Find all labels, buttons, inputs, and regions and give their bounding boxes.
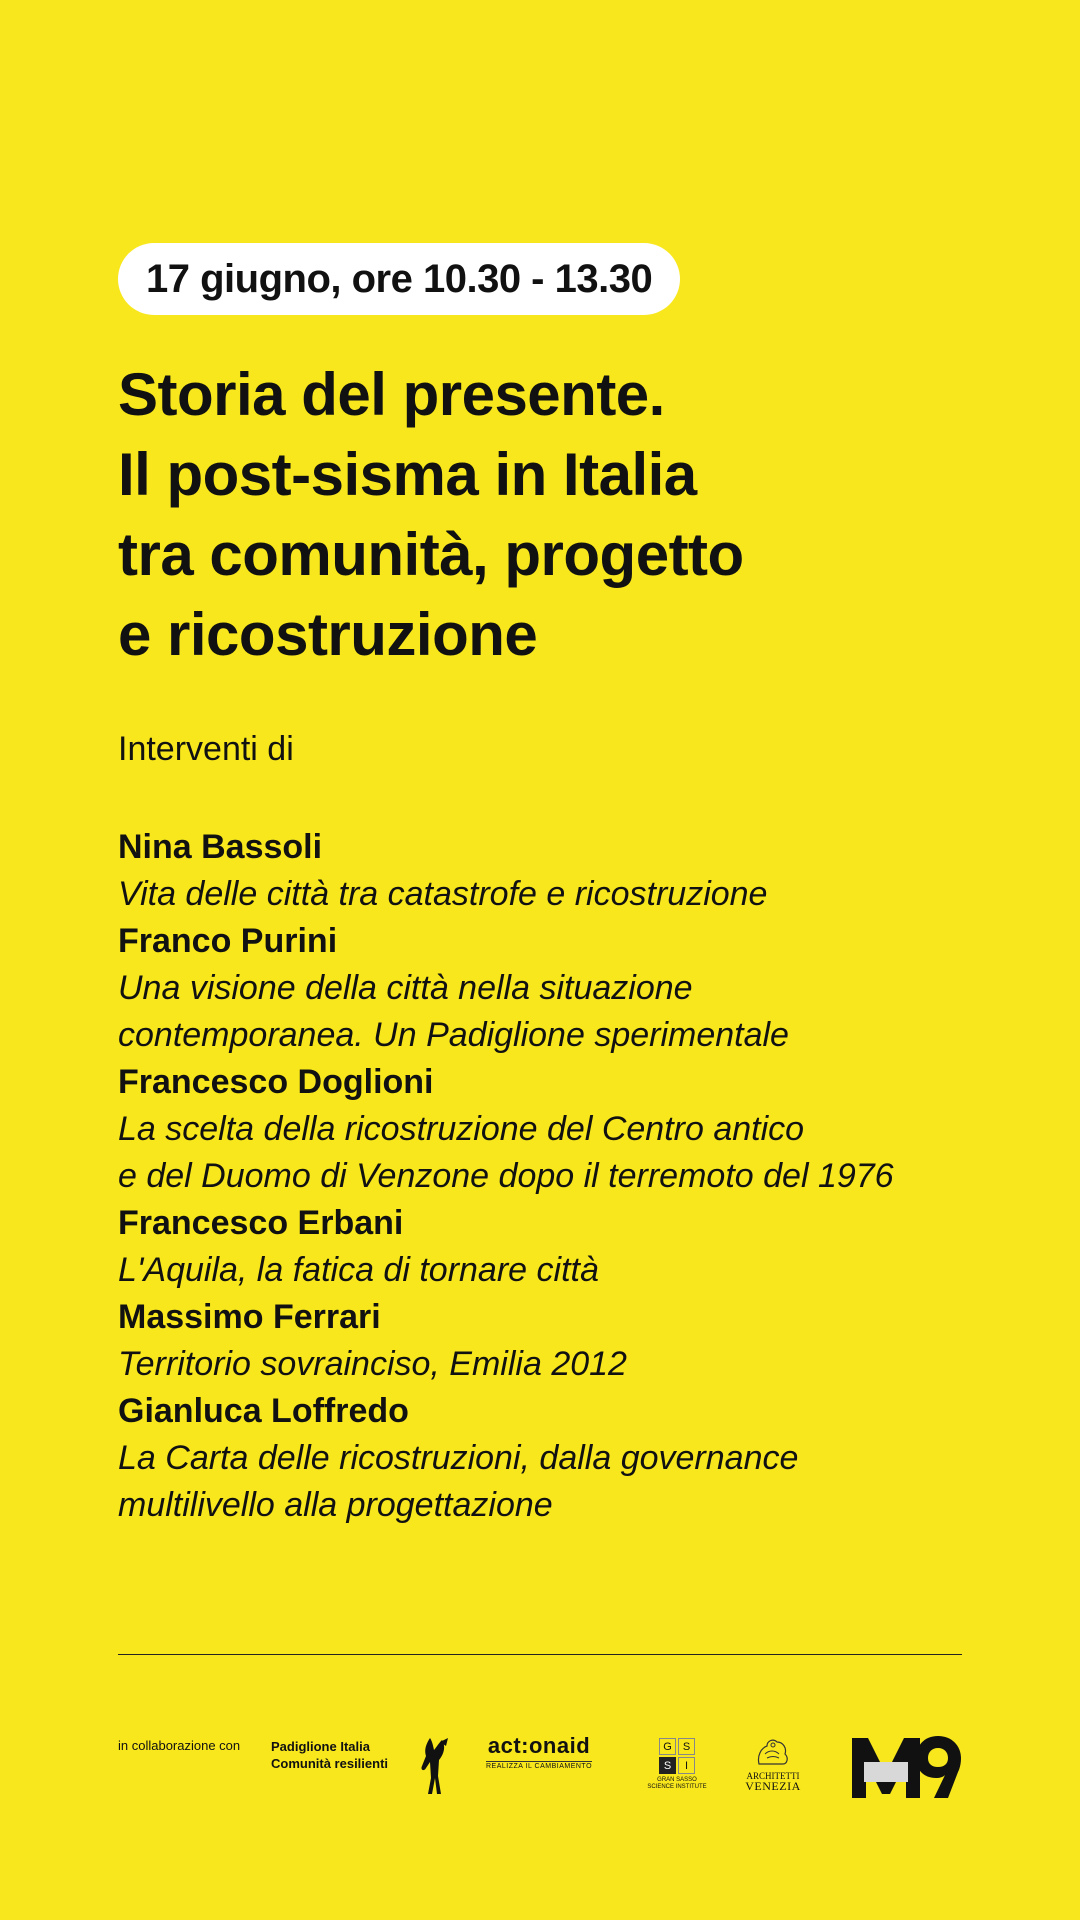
speakers-intro: Interventi di	[118, 730, 294, 768]
gssi-cell: S	[659, 1757, 676, 1774]
lion-crest-icon	[753, 1736, 793, 1766]
speaker-name: Nina Bassoli	[118, 828, 323, 866]
talk-title	[118, 1341, 1068, 1388]
talk-title	[118, 1247, 1068, 1294]
footer-divider	[118, 1654, 962, 1655]
talk-title	[118, 965, 1068, 1059]
talk-line: Una visione della città nella situazione	[118, 969, 693, 1007]
speaker-item	[118, 1059, 1068, 1200]
gssi-cell: S	[678, 1738, 695, 1755]
speaker-list	[118, 824, 1068, 1529]
speaker-name: Massimo Ferrari	[118, 1298, 381, 1336]
logo-line: SCIENCE INSTITUTE	[647, 1784, 707, 1790]
gssi-logo	[644, 1738, 710, 1791]
title-line: Storia del presente.	[118, 361, 665, 428]
title-line: e ricostruzione	[118, 601, 538, 668]
talk-line: e del Duomo di Venzone dopo il terremoto del 1976	[118, 1157, 894, 1195]
gssi-name	[644, 1777, 710, 1791]
event-datetime: 17 giugno, ore 10.30 - 13.30	[146, 256, 653, 301]
padiglione-italia-logo	[271, 1738, 388, 1772]
talk-line: multilivello alla progettazione	[118, 1486, 553, 1524]
talk-line: Vita delle città tra catastrofe e ricostruzione	[118, 875, 768, 913]
speaker-item	[118, 918, 1068, 1059]
title-line: tra comunità, progetto	[118, 521, 744, 588]
talk-title	[118, 871, 1068, 918]
m9-mark	[850, 1732, 962, 1802]
talk-line: La scelta della ricostruzione del Centro antico	[118, 1110, 805, 1148]
speaker-item	[118, 1294, 1068, 1388]
gssi-cell: G	[659, 1738, 676, 1755]
m9-logo	[850, 1732, 962, 1807]
logo-line: Padiglione Italia	[271, 1739, 370, 1754]
gssi-cell: I	[678, 1757, 695, 1774]
venezia-label: VENEZIA	[745, 1779, 801, 1793]
partner-logos	[118, 1730, 962, 1830]
actionaid-wordmark: act:onaid	[487, 1733, 591, 1758]
gssi-mark	[659, 1738, 695, 1774]
actionaid-logo	[486, 1734, 592, 1770]
speaker-item	[118, 1388, 1068, 1529]
speaker-item	[118, 824, 1068, 918]
speaker-name: Francesco Erbani	[118, 1204, 404, 1242]
architetti-label: ARCHITETTI	[746, 1771, 800, 1781]
speaker-name: Gianluca Loffredo	[118, 1392, 409, 1430]
architetti-venezia-logo	[738, 1736, 808, 1791]
figure-icon	[416, 1736, 450, 1798]
actionaid-tagline: REALIZZA IL CAMBIAMENTO	[486, 1763, 593, 1770]
talk-line: L'Aquila, la fatica di tornare città	[118, 1251, 599, 1289]
talk-line: La Carta delle ricostruzioni, dalla governance	[118, 1439, 799, 1477]
talk-line: contemporanea. Un Padiglione sperimentale	[118, 1016, 789, 1054]
speaker-item	[118, 1200, 1068, 1294]
title-line: Il post-sisma in Italia	[118, 441, 697, 508]
talk-title	[118, 1106, 1068, 1200]
talk-line: Territorio sovrainciso, Emilia 2012	[118, 1345, 627, 1383]
logo-line: Comunità resilienti	[271, 1756, 389, 1771]
event-datetime-badge	[118, 243, 680, 315]
speaker-name: Franco Purini	[118, 922, 338, 960]
speaker-name: Francesco Doglioni	[118, 1063, 434, 1101]
logo-line: GRAN SASSO	[657, 1777, 697, 1783]
sculpture-figure-logo	[416, 1736, 450, 1803]
collaboration-label: in collaborazione con	[118, 1738, 241, 1753]
event-title	[118, 355, 1018, 675]
talk-title	[118, 1435, 1068, 1529]
